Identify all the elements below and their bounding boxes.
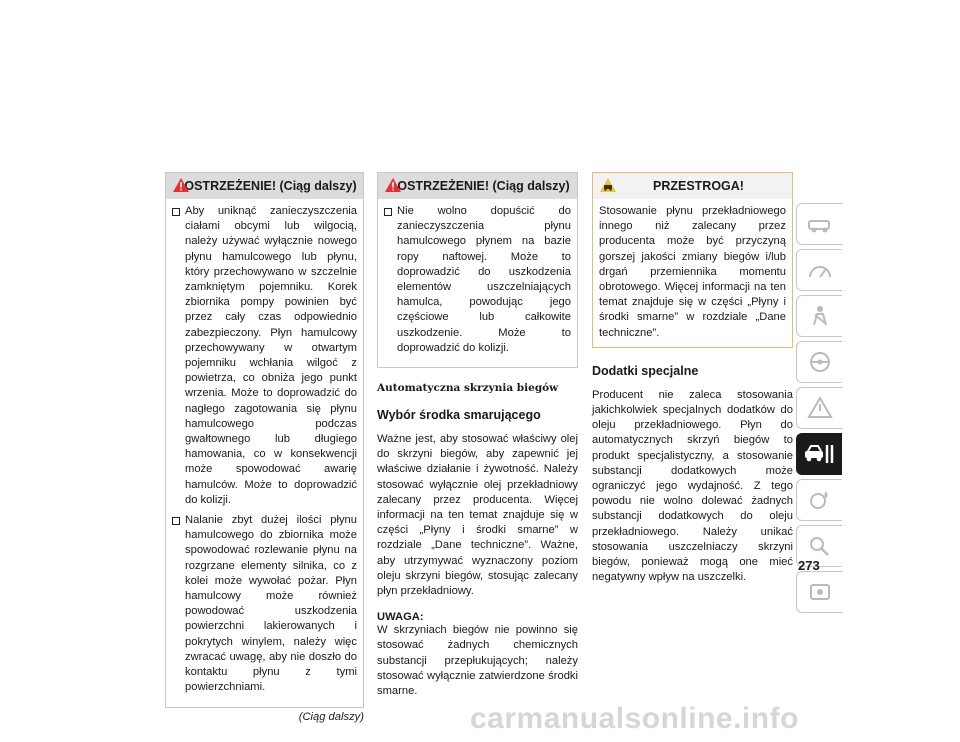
steering-wheel-icon <box>805 349 835 375</box>
warning-triangle-icon <box>384 177 402 193</box>
body-paragraph: Ważne jest, aby stosować właściwy olej do skrzyni biegów, aby zapewnić jej właściwe działanie i żywotność. Należy stosować wyłącznie olej przekładniowy zalecany przez producenta. Więcej informacji na ten temat znajduje się w części „Płyny i środki smarne” w rozdziale „Dane techniczne”. Ważne, aby utrzymywać wyznaczony poziom oleju skrzyni biegów, stosując zalecany płyn przekładniowy. <box>377 433 578 598</box>
car-wrench-icon <box>803 441 837 467</box>
tab-service[interactable] <box>796 433 842 475</box>
caution-title: PRZESTROGA! <box>653 179 744 193</box>
note-label: UWAGA: <box>377 611 424 624</box>
multimedia-icon <box>805 579 835 605</box>
bullet-text: Nie wolno dopuścić do zanieczyszczenia płynu hamulcowego płynem na bazie ropy naftowej. Może to doprowadzić do uszkodzenia elementów uszczelniających hamulca, powodując jego częściowe lub całkowite uszkodzenie. Może to doprowadzić do kolizji. <box>397 205 571 354</box>
dashboard-icon <box>805 257 835 283</box>
note-text: W skrzyniach biegów nie powinno się stosować żadnych chemicznych substancji przepłukujących; należy stosować wyłącznie zatwierdzone środki smarne. <box>377 624 578 698</box>
warning-body <box>378 199 577 367</box>
body-paragraph: Producent nie zaleca stosowania jakichkolwiek specjalnych dodatków do oleju przekładniowego. Płyn do automatycznych skrzyń biegów to produkt specjalistyczny, a stosowanie substancji dodatkowych może ograniczyć jego wydajność. Z tego powodu nie wolno dolewać żadnych substancji dodatkowych do oleju przekładniowego. Należy unikać stosowania uszczelniaczy skrzyni biegów, ponieważ mogą one mieć negatywny wpływ na uszczelki. <box>592 388 793 584</box>
bullet-item <box>172 513 357 695</box>
column-2 <box>377 172 578 699</box>
bullet-item <box>384 204 571 356</box>
warning-title: OSTRZEŻENIE! (Ciąg dalszy) <box>397 179 570 193</box>
search-icon <box>805 533 835 559</box>
tab-dashboard[interactable] <box>796 249 842 291</box>
gear-drop-icon <box>805 487 835 513</box>
tab-specs[interactable] <box>796 479 842 521</box>
checkbox-bullet-icon <box>384 208 392 216</box>
warning-header <box>378 173 577 199</box>
bullet-text: Nalanie zbyt dużej ilości płynu hamulcowego do zbiornika może spowodować rozlewanie płynu na rozgrzane elementy silnika, co z kolei może wywołać pożar. Płyn hamulcowy może również powodować uszkodzenia powierzchni lakierowanych i pokrytych winylem, należy więc zwracać uwagę, aby nie doszło do kontaktu płynu z tymi powierzchniami. <box>185 514 357 694</box>
bullet-text: Aby uniknąć zanieczyszczenia ciałami obcymi lub wilgocią, należy używać wyłącznie nowego płynu hamulcowego lub płynu, który przechowywano w szczelnie zamkniętym pojemniku. Korek zbiornika pompy powinien być przez cały czas odpowiednio zabezpieczony. Płyn hamulcowy przechowywany w otwartym pojemniku wchłania wilgoć z powietrza, co obniża jego punkt wrzenia. Może to doprowadzić do nagłego zagotowania się płynu hamulcowego podczas gwałtownego lub długiego hamowania, co w konsekwencji może spowodować awarię hamulców. Może to doprowadzić do kolizji. <box>185 205 357 506</box>
caution-text: Stosowanie płynu przekładniowego innego niż zalecany przez producenta może być przyczyną gorszej jakości zmiany biegów i/lub drgań przemiennika momentu obrotowego. Więcej informacji na ten temat znajduje się w części „Płyny i środki smarne” w rozdziale „Dane techniczne”. <box>599 205 786 339</box>
continued-caption: (Ciąg dalszy) <box>298 710 364 723</box>
warning-box-2 <box>377 172 578 368</box>
caution-header <box>593 173 792 199</box>
caution-box <box>592 172 793 348</box>
bullet-item <box>172 204 357 508</box>
section-title: Automatyczna skrzynia biegów <box>377 382 559 395</box>
emergency-car-icon <box>805 395 835 421</box>
subsection-title: Wybór środka smarującego <box>377 408 541 423</box>
tab-safety[interactable] <box>796 295 842 337</box>
checkbox-bullet-icon <box>172 517 180 525</box>
warning-header <box>166 173 363 199</box>
page-number: 273 <box>798 558 820 573</box>
caution-car-icon <box>599 177 617 193</box>
tab-emergency[interactable] <box>796 387 842 429</box>
column-1 <box>165 172 364 723</box>
tab-vehicle[interactable] <box>796 203 842 245</box>
warning-triangle-icon <box>172 177 190 193</box>
chapter-tabs <box>796 203 842 617</box>
warning-title: OSTRZEŻENIE! (Ciąg dalszy) <box>184 179 357 193</box>
tab-multimedia[interactable] <box>796 571 842 613</box>
car-key-icon <box>805 211 835 237</box>
column-3 <box>592 172 793 585</box>
seat-belt-icon <box>805 303 835 329</box>
checkbox-bullet-icon <box>172 208 180 216</box>
warning-body <box>166 199 363 707</box>
watermark: carmanualsonline.info <box>470 702 799 735</box>
tab-driving[interactable] <box>796 341 842 383</box>
warning-box-1 <box>165 172 364 708</box>
section-heading: Dodatki specjalne <box>592 363 699 378</box>
